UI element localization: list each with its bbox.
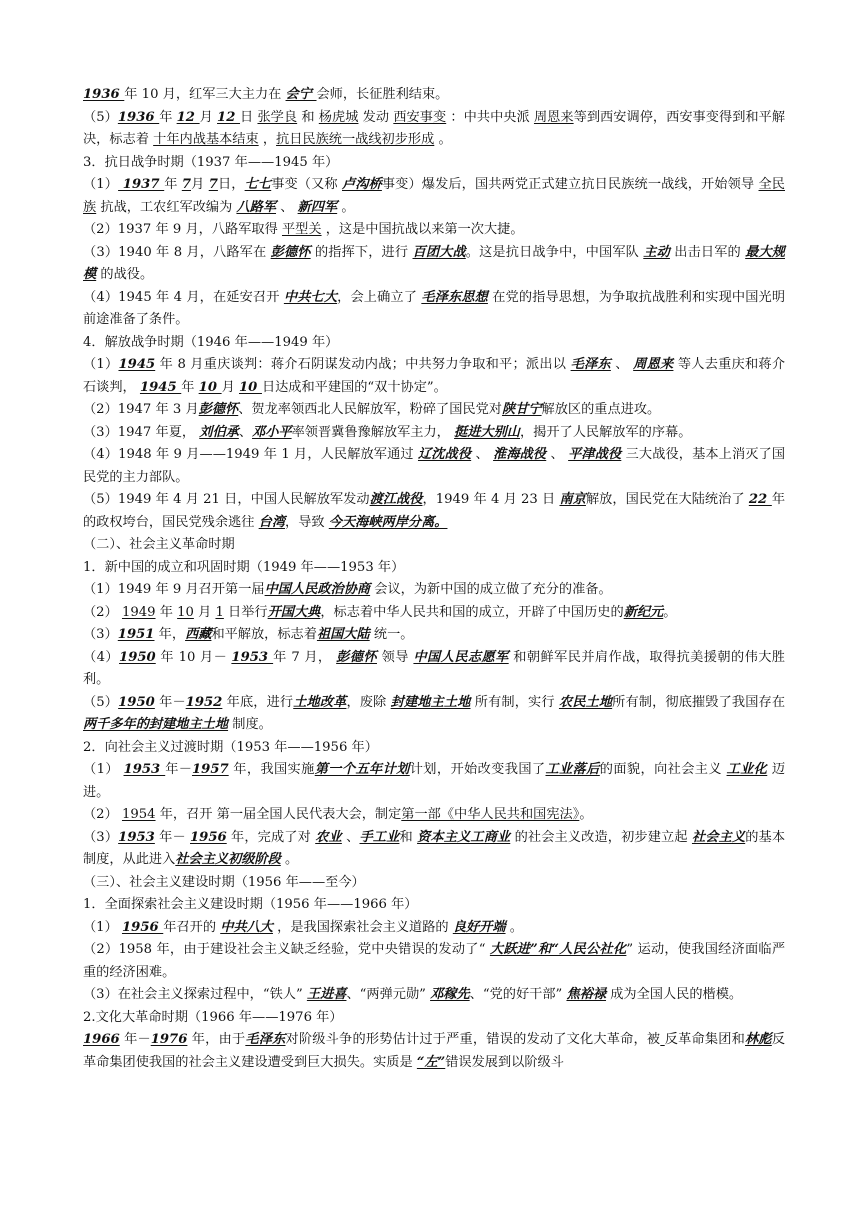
highlighted-term: 1945: [139, 379, 182, 395]
text-run: 年召开的: [163, 919, 221, 935]
highlighted-term: 淮海战役: [493, 447, 547, 462]
text-run: （3）: [83, 627, 118, 642]
highlighted-term: 中共八大: [220, 919, 273, 935]
text-run: ：中共中央派: [446, 109, 534, 125]
highlighted-term: 毛泽东思想: [421, 289, 488, 305]
highlighted-term: 1950: [119, 649, 156, 665]
highlighted-term: 十年内战基本结束: [153, 132, 259, 147]
text-run: 。: [579, 807, 593, 822]
text-run: 、: [238, 424, 253, 440]
text-run: 年: [164, 177, 182, 192]
text-run: ，会上确立了: [337, 289, 422, 305]
highlighted-term: 1950: [118, 694, 155, 710]
highlighted-term: 1951: [117, 627, 155, 642]
text-run: 、: [546, 447, 569, 462]
highlighted-term: 大跃进”和“人民公社化: [489, 942, 627, 957]
text-run: ，标志着中华人民共和国的成立，开辟了中国历史的: [320, 604, 624, 620]
highlighted-term: 周恩来: [533, 109, 574, 125]
text-run: 的战役。: [96, 267, 154, 282]
text-run: 、: [471, 447, 494, 462]
highlighted-term: 手工业: [359, 829, 400, 845]
text-run: 反革命集团和: [664, 1032, 746, 1047]
text-run: 月: [221, 379, 239, 395]
text-run: 事变）爆发后，国共两党正式建立抗日民族统一战线，开始领导: [381, 177, 759, 192]
text-run: 计划，开始改变我国了: [409, 762, 546, 777]
text-run: （4）1945 年 4 月，在延安召开: [83, 289, 284, 305]
text-run: 3．抗日战争时期（1937 年——1945 年）: [83, 154, 339, 170]
highlighted-term: 南京: [559, 492, 586, 507]
text-line: [83, 489, 785, 534]
highlighted-term: 1953: [118, 829, 155, 845]
text-run: 。: [434, 132, 452, 147]
text-run: 所有制，彻底摧毁了我国存在: [612, 694, 786, 710]
text-run: 出击日军的: [669, 244, 746, 260]
highlighted-term: 10: [177, 604, 194, 620]
text-run: 解放，国民党在大陆统治了: [585, 492, 749, 507]
highlighted-term: 挺进大别山: [454, 424, 520, 440]
text-run: 、: [610, 357, 634, 372]
text-line: [83, 84, 785, 107]
highlighted-term: 12: [217, 109, 241, 125]
highlighted-term: 1976: [150, 1032, 188, 1047]
text-run: 所有制，实行: [470, 694, 559, 710]
document-page: [83, 84, 785, 1074]
highlighted-term: 彭德怀: [336, 649, 377, 665]
highlighted-term: 新纪元: [623, 604, 664, 620]
highlighted-term: 彭德怀: [198, 402, 239, 417]
highlighted-term: 第一部《中华人民共和国宪法》: [401, 807, 580, 822]
highlighted-term: 中国人民志愿军: [413, 649, 509, 665]
text-run: 反革命集团使我国的社会主义建设遭受到巨大损失。实质是: [83, 1032, 786, 1070]
text-run: 月: [191, 177, 209, 192]
text-run: 解放区的重点进攻。: [541, 402, 661, 417]
text-line: [83, 894, 785, 917]
highlighted-term: 1936: [117, 109, 160, 125]
highlighted-term: 7: [181, 177, 191, 192]
text-run: （2）: [83, 807, 122, 822]
highlighted-term: 张学良: [257, 109, 298, 125]
highlighted-term: 八路军: [236, 199, 277, 215]
text-run: 的面貌，向社会主义: [599, 762, 727, 777]
text-run: 等到西安调停，西安事变得到和平解决，标志着: [83, 109, 786, 147]
text-run: ，是我国探索社会主义道路的: [272, 919, 453, 935]
text-run: （1）: [83, 357, 119, 372]
text-line: [83, 219, 785, 242]
text-run: 年: [155, 604, 178, 620]
text-run: （1）: [83, 919, 122, 935]
highlighted-term: 毛泽东: [245, 1032, 286, 1047]
text-run: 日举行: [223, 604, 268, 620]
text-run: 年－: [165, 762, 192, 777]
text-run: 。: [505, 919, 523, 935]
highlighted-term: 社会主义: [691, 829, 746, 845]
text-run: 和: [399, 829, 418, 845]
text-run: 抗战，工农红军改编为: [96, 199, 237, 215]
text-line: [83, 354, 785, 399]
text-run: 。: [663, 604, 677, 620]
highlighted-term: 1956: [121, 919, 164, 935]
text-run: 日，: [217, 177, 245, 192]
highlighted-term: 百团大战: [412, 244, 466, 260]
text-run: 会议，为新中国的成立做了充分的准备。: [370, 582, 612, 597]
highlighted-term: 农民土地: [558, 694, 613, 710]
text-run: ” 运动，使我国经济面临严重的经济困难。: [83, 942, 786, 980]
text-run: ，这是中国抗战以来第一次大捷。: [321, 222, 524, 237]
text-run: 、“两弹元勋”: [346, 987, 431, 1002]
highlighted-term: 西藏: [185, 627, 212, 642]
highlighted-term: 祖国大陆: [316, 627, 370, 642]
text-run: 年－: [119, 1032, 151, 1047]
text-run: 年 10 月，红军三大主力在: [124, 87, 286, 102]
highlighted-term: 开国大典: [267, 604, 321, 620]
text-run: ，1949 年 4 月 23 日: [422, 492, 560, 507]
text-line: [83, 1007, 785, 1030]
text-run: 会师，长征胜利结束。: [316, 87, 449, 102]
text-run: 成为全国人民的楷模。: [606, 987, 743, 1002]
text-run: （3）1940 年 8 月，八路军在: [83, 244, 271, 260]
text-run: 1．全面探索社会主义建设时期（1956 年——1966 年）: [83, 897, 418, 912]
text-run: 和平解放，标志着: [211, 627, 317, 642]
highlighted-term: 今天海峡两岸分离。: [328, 514, 448, 530]
text-run: 2．向社会主义过渡时期（1953 年——1956 年）: [83, 739, 378, 755]
highlighted-term: 周恩来: [633, 357, 674, 372]
text-run: （3）1947 年夏，: [83, 424, 200, 440]
highlighted-term: 西安事变: [393, 109, 447, 125]
text-run: 迈进。: [83, 762, 786, 800]
highlighted-term: “左”: [416, 1054, 446, 1070]
highlighted-term: 刘伯承: [199, 424, 239, 440]
text-run: 。这是抗日战争中，中国军队: [465, 244, 644, 260]
text-line: [83, 759, 785, 804]
highlighted-term: 两千多年的封建地主土地: [83, 717, 229, 732]
highlighted-term: 杨虎城: [318, 109, 359, 125]
text-run: 、“党的好干部”: [469, 987, 567, 1002]
text-line: [83, 939, 785, 984]
text-run: （1）: [83, 762, 124, 777]
text-line: [83, 422, 785, 445]
highlighted-term: 台湾: [258, 514, 286, 530]
text-run: 的社会主义改造，初步建立起: [510, 829, 692, 845]
highlighted-term: 10: [198, 379, 222, 395]
highlighted-term: 陕甘宁: [501, 402, 542, 417]
text-line: [83, 242, 785, 287]
text-line: [83, 287, 785, 332]
text-run: ，废除: [346, 694, 391, 710]
text-run: ，导致: [285, 514, 329, 530]
text-line: [83, 534, 785, 557]
text-run: 年底，进行: [222, 694, 294, 710]
text-line: [83, 399, 785, 422]
text-run: 对阶级斗争的形势估计过于严重，错误的发动了文化大革命，被: [285, 1032, 661, 1047]
highlighted-term: 毛泽东: [570, 357, 611, 372]
text-run: 月: [199, 109, 218, 125]
text-line: [83, 557, 785, 580]
text-run: 等人去重庆和蒋介石谈判，: [83, 357, 786, 395]
highlighted-term: 邓稼先: [430, 987, 470, 1002]
text-run: （5）: [83, 694, 119, 710]
highlighted-term: 农业: [315, 829, 342, 845]
text-line: [83, 872, 785, 895]
text-line: [83, 152, 785, 175]
text-line: [83, 174, 785, 219]
text-run: 制度。: [228, 717, 272, 732]
text-line: [83, 1029, 785, 1074]
highlighted-term: 1945: [118, 357, 156, 372]
highlighted-term: 7: [208, 177, 218, 192]
text-run: （3）: [83, 829, 119, 845]
text-run: （2）1937 年 9 月，八路军取得: [83, 222, 282, 237]
highlighted-term: 1956: [190, 829, 227, 845]
text-run: （1）: [83, 177, 119, 192]
highlighted-term: 社会主义初级阶段: [175, 852, 281, 867]
highlighted-term: 平津战役: [568, 447, 622, 462]
text-run: 三大战役，基本上消灭了国民党的主力部队。: [83, 447, 786, 485]
highlighted-term: 会宁: [285, 87, 317, 102]
text-run: （4）: [83, 649, 120, 665]
text-line: [83, 984, 785, 1007]
text-run: （5）: [83, 109, 118, 125]
text-line: [83, 332, 785, 355]
highlighted-term: 彭德怀: [270, 244, 311, 260]
highlighted-term: 1957: [191, 762, 229, 777]
highlighted-term: 主动: [643, 244, 670, 260]
highlighted-term: 1954: [121, 807, 156, 822]
text-line: [83, 827, 785, 872]
text-run: 4．解放战争时期（1946 年——1949 年）: [83, 334, 339, 350]
highlighted-term: 工业化: [726, 762, 768, 777]
text-run: ，: [258, 132, 277, 147]
highlighted-term: 抗日民族统一战线初步形成: [276, 132, 435, 147]
text-run: 年: [181, 379, 199, 395]
text-line: [83, 107, 785, 152]
highlighted-term: 平型关: [281, 222, 322, 237]
text-run: 月: [193, 604, 216, 620]
highlighted-term: 中共七大: [283, 289, 338, 305]
text-line: [83, 624, 785, 647]
text-run: （1）1949 年 9 月召开第一届: [83, 582, 265, 597]
highlighted-term: 1936: [83, 87, 125, 102]
text-run: 、: [276, 199, 298, 215]
highlighted-term: 中国人民政治协商: [264, 582, 371, 597]
highlighted-term: 1937: [118, 177, 165, 192]
text-run: 在党的指导思想，为争取抗战胜利和实现中国光明前途准备了条件。: [83, 289, 786, 327]
highlighted-term: 1953: [231, 649, 274, 665]
text-run: 事变（又称: [271, 177, 342, 192]
highlighted-term: 新四军: [297, 199, 338, 215]
highlighted-term: 渡江战役: [369, 492, 423, 507]
text-run: （2）1958 年，由于建设社会主义缺乏经验，党中央错误的发动了“: [83, 942, 490, 957]
text-run: 率领晋冀鲁豫解放军主力，: [291, 424, 455, 440]
highlighted-term: 良好开端: [452, 919, 506, 935]
text-run: （2）: [83, 604, 122, 620]
text-run: 年，召开 第一届全国人民代表大会，制定: [155, 807, 402, 822]
text-line: [83, 647, 785, 692]
text-run: 。: [337, 199, 355, 215]
text-line: [83, 579, 785, 602]
text-run: 日达成和平建国的“双十协定”。: [261, 379, 447, 395]
highlighted-term: 1966: [83, 1032, 120, 1047]
text-run: 年 10 月－: [155, 649, 232, 665]
text-run: ，揭开了人民解放军的序幕。: [519, 424, 692, 440]
highlighted-term: 林彪: [745, 1032, 772, 1047]
text-run: （二）、社会主义革命时期: [83, 537, 235, 552]
text-run: 年，我国实施: [228, 762, 315, 777]
text-run: 统一。: [369, 627, 414, 642]
highlighted-term: 七七: [244, 177, 272, 192]
text-line: [83, 444, 785, 489]
highlighted-term: 最大规模: [83, 244, 785, 282]
highlighted-term: 1: [215, 604, 224, 620]
text-run: 。: [280, 852, 299, 867]
highlighted-term: 工业落后: [545, 762, 600, 777]
text-run: 发动: [358, 109, 394, 125]
text-run: 错误发展到以阶级斗: [445, 1054, 564, 1070]
highlighted-term: 焦裕禄: [566, 987, 607, 1002]
highlighted-term: 全民族: [83, 177, 785, 215]
highlighted-term: 卢沟桥: [342, 177, 382, 192]
highlighted-term: 土地改革: [293, 694, 347, 710]
text-run: 年，: [154, 627, 186, 642]
text-line: [83, 737, 785, 760]
text-run: 年的政权垮台，国民党残余逃往: [83, 492, 785, 530]
text-run: 年－: [154, 829, 190, 845]
text-run: 年，完成了对: [226, 829, 316, 845]
text-run: （3）在社会主义探索过程中，“铁人”: [83, 987, 307, 1002]
text-run: （4）1948 年 9 月——1949 年 1 月，人民解放军通过: [83, 447, 418, 462]
text-run: 领导: [376, 649, 414, 665]
highlighted-term: 1953: [123, 762, 166, 777]
text-line: [83, 917, 785, 940]
text-run: 年 8 月重庆谈判：蒋介石阴谋发动内战；中共努力争取和平；派出以: [155, 357, 571, 372]
text-run: 和: [297, 109, 319, 125]
text-line: [83, 804, 785, 827]
highlighted-term: 封建地主土地: [390, 694, 471, 710]
text-run: 年 7 月，: [273, 649, 337, 665]
highlighted-term: 第一个五年计划: [314, 762, 410, 777]
text-run: （2）1947 年 3 月: [83, 402, 199, 417]
text-run: 和朝鲜军民并肩作战，取得抗美援朝的伟大胜利。: [83, 649, 785, 687]
text-run: 的指挥下，进行: [310, 244, 413, 260]
highlighted-term: 辽沈战役: [417, 447, 472, 462]
text-run: 年: [159, 109, 177, 125]
highlighted-term: 资本主义工商业: [417, 829, 511, 845]
text-run: 年，由于: [187, 1032, 246, 1047]
text-run: 、贺龙率领西北人民解放军，粉碎了国民党对: [238, 402, 502, 417]
highlighted-term: 22: [748, 492, 772, 507]
highlighted-term: 1949: [121, 604, 156, 620]
text-run: 1．新中国的成立和巩固时期（1949 年——1953 年）: [83, 559, 405, 575]
highlighted-term: 王进喜: [306, 987, 347, 1002]
text-run: （三）、社会主义建设时期（1956 年——至今）: [83, 874, 365, 890]
text-run: 、: [341, 829, 360, 845]
highlighted-term: 12: [176, 109, 200, 125]
highlighted-term: 10: [238, 379, 262, 395]
text-line: [83, 692, 785, 737]
highlighted-term: 邓小平: [252, 424, 292, 440]
highlighted-term: 1952: [185, 694, 223, 710]
text-run: （5）1949 年 4 月 21 日，中国人民解放军发动: [83, 492, 370, 507]
text-run: 2.文化大革命时期（1966 年——1976 年）: [83, 1009, 343, 1025]
text-run: 的基本制度，从此进入: [83, 829, 786, 867]
text-line: [83, 602, 785, 625]
text-run: 日: [240, 109, 258, 125]
text-run: 年－: [154, 694, 186, 710]
